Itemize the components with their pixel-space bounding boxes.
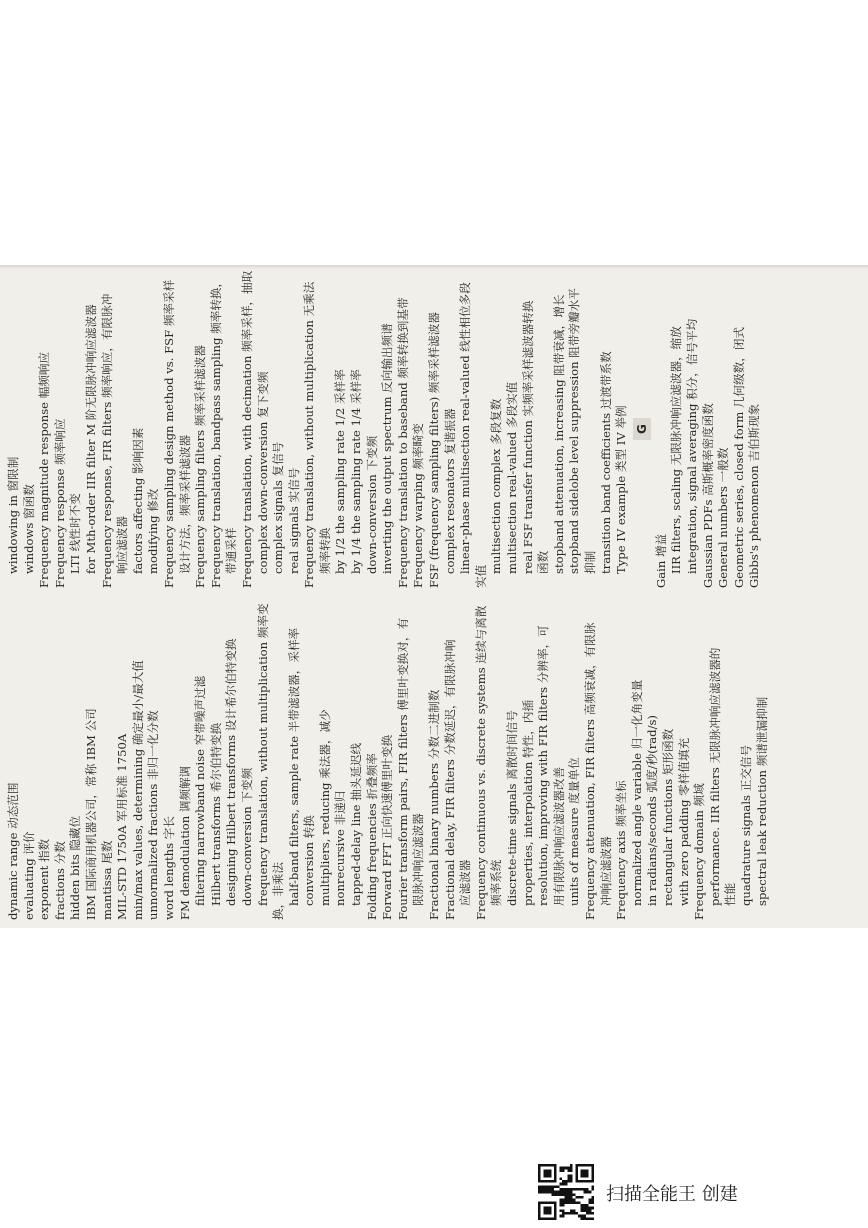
index-entry: 抑制 (582, 550, 597, 574)
index-entry: multisection complex 多段复数 (489, 398, 504, 574)
index-entry: fractions 分数 (52, 841, 67, 920)
index-entry: Frequency translation, bandpass sampling 频率转换， (208, 275, 223, 588)
index-entry: complex resonators 复谐振器 (442, 408, 457, 574)
index-entry: performance. IIR filters 无限脉冲响应滤波器的 (707, 647, 722, 906)
index-entry: complex signals 复信号 (271, 441, 286, 574)
index-entry: 换，非乘法 (271, 862, 286, 920)
index-entry: Frequency sampling filters 频率采样滤波器 (193, 345, 208, 588)
index-entry: hidden bits 隐藏位 (68, 815, 83, 920)
index-entry: down-conversion 下变频 (364, 435, 379, 574)
index-entry: MIL-STD 1750A 军用标准 1750A (115, 733, 130, 920)
index-entry: complex down-conversion 复下变频 (255, 371, 270, 574)
section-heading (630, 270, 654, 588)
index-entry: normalized angle variable 归一化角变量 (629, 679, 644, 906)
index-entry: spectral leak reduction 频谱泄漏抑制 (754, 696, 769, 906)
index-entry: down-conversion 下变频 (239, 767, 254, 906)
index-entry: Frequency translation, with decimation 频率采样，抽取 (239, 270, 254, 588)
index-entry: FM demodulation 调频解调 (177, 765, 192, 920)
index-entry: multipliers, reducing 乘法器，减少 (317, 709, 332, 906)
index-entry: dynamic range 动态范围 (6, 782, 20, 920)
qr-code-icon (538, 1164, 594, 1220)
index-entry: Forward FFT 正向快速傅里叶变换 (380, 734, 395, 920)
index-entry: 限脉冲响应滤波器 (411, 813, 426, 906)
index-entry: linear-phase multisection real-valued 线性相位多段 (458, 282, 473, 574)
rotated-page-content (0, 265, 868, 928)
index-entry: units of measure 度量单位 (567, 757, 582, 906)
index-entry: real FSF transfer function 实频率采样滤波器转换 (520, 300, 535, 574)
index-entry: IIR filters, scaling 无限脉冲响应滤波器，缩放 (669, 326, 684, 574)
index-entry: Frequency domain 频域 (692, 783, 707, 920)
index-entry: quadrature signals 正交信号 (738, 744, 753, 906)
index-entry: in radians/seconds 弧度/秒(rad/s) (645, 715, 660, 906)
index-entry: exponent 指数 (37, 838, 52, 920)
index-entry: inverting the output spectrum 反向输出频谱 (380, 323, 395, 574)
index-entry: frequency translation, without multiplication 频率变 (255, 603, 270, 906)
index-entry: 用有限脉冲响应滤波器改善 (551, 766, 566, 906)
index-entry: designing Hilbert transforms 设计希尔伯特变换 (224, 638, 239, 906)
index-entry: Frequency sampling design method vs. FSF 频率采样 (161, 279, 176, 588)
index-entry: min/max values, determining 确定最小/最大值 (130, 660, 145, 920)
index-entry: 函数 (536, 550, 551, 574)
index-entry: General numbers 一般数 (716, 447, 731, 588)
index-entry: word lengths 字长 (161, 816, 176, 920)
index-entry: Fractional delay, FIR filters 分数延迟，有限脉冲响 (442, 639, 457, 920)
index-entry: modifying 修改 (146, 488, 161, 574)
index-entry: 响应滤波器 (115, 516, 130, 574)
index-entry: stopband attenuation, increasing 阻带衰减，增长 (551, 294, 566, 574)
index-entry: FSF (frequency sampling filters) 频率采样滤波器 (427, 312, 442, 588)
index-entry: filtering narrowband noise 窄带噪声过滤 (193, 675, 208, 906)
index-entry: IBM 国际商用机器公司，常称 IBM 公司 (83, 708, 98, 920)
index-entry: real signals 实信号 (286, 467, 301, 574)
watermark-text: 扫描全能王 创建 (606, 1184, 738, 1205)
index-entry: Geometric series, closed form 几何级数，闭式 (731, 326, 746, 588)
index-entry: evaluating 评价 (21, 831, 36, 920)
index-entry: Type IV example 类型 IV 举例 (614, 405, 629, 574)
index-column-left (6, 600, 770, 920)
scanned-index-page (0, 265, 868, 928)
scanner-watermark (538, 1159, 838, 1223)
index-column-right (6, 270, 763, 588)
index-entry: Frequency attenuation, FIR filters 高频衰减，有限脉 (582, 622, 597, 920)
section-letter: G (633, 418, 651, 440)
index-entry: Hilbert transforms 希尔伯特变换 (208, 722, 223, 906)
index-entry: Gaussian PDFs 高斯概率密度函数 (700, 403, 715, 588)
index-entry: Fractional binary numbers 分数二进制数 (427, 689, 442, 920)
index-entry: multisection real-valued 多段实值 (505, 381, 519, 574)
index-entry: 频率转换 (317, 527, 332, 574)
index-entry: transition band coefficients 过渡带系数 (598, 351, 613, 574)
index-entry: stopband sidelobe level suppression 阻带旁瓣水平 (567, 288, 582, 574)
index-entry: unnormalized fractions 非归一化分数 (146, 710, 161, 920)
index-entry: windowing in 窗限制 (6, 456, 20, 574)
index-entry: Folding frequencies 折叠频率 (364, 753, 379, 920)
index-entry: for Mth-order IIR filter M 阶无限脉冲响应滤波器 (83, 304, 98, 574)
index-entry: 冲响应滤波器 (598, 836, 613, 906)
index-entry: Frequency response, FIR filters 频率响应，有限脉冲 (99, 293, 114, 588)
index-entry: discrete-time signals 离散时间信号 (505, 710, 519, 906)
index-entry: 应滤波器 (458, 859, 473, 906)
index-entry: factors affecting 影响因素 (130, 427, 145, 574)
index-entry: mantissa 尾数 (99, 840, 114, 920)
index-entry: 带通采样 (224, 527, 239, 574)
index-entry: 频率系统 (489, 859, 504, 906)
index-entry: windows 窗函数 (21, 484, 36, 574)
index-entry: tapped-delay line 抽头延迟线 (349, 742, 364, 906)
index-entry: integration, signal averaging 积分，信号平均 (684, 318, 699, 574)
index-entry: conversion 转换 (302, 815, 317, 906)
index-entry: Frequency translation to baseband 频率转换到基带 (395, 297, 410, 588)
index-entry: Frequency response 频率响应 (52, 418, 67, 588)
index-entry: Frequency translation, without multiplication 无乘法 (302, 281, 317, 588)
index-entry: half-band filters, sample rate 半带滤波器，采样率 (286, 627, 301, 906)
index-entry: Fourier transform pairs, FIR filters 傅里叶变换对，有 (395, 617, 410, 920)
index-entry: Frequency axis 频率坐标 (614, 780, 629, 920)
index-entry: Gain 增益 (653, 533, 668, 588)
index-entry: Frequency continuous vs. discrete systems 连续与离散 (473, 605, 488, 920)
index-entry: by 1/2 the sampling rate 1/2 采样率 (333, 369, 348, 574)
index-entry: Frequency magnitude response 幅频响应 (37, 351, 52, 588)
index-entry: properties, interpolation 特性，内插 (520, 699, 535, 906)
index-entry: Frequency warping 频率畸变 (411, 423, 426, 588)
index-entry: rectangular functions 矩形函数 (660, 728, 675, 906)
index-entry: LTI 线性时不变 (68, 493, 83, 574)
index-entry: with zero padding 零样值填充 (676, 737, 691, 906)
index-entry: by 1/4 the sampling rate 1/4 采样率 (349, 369, 364, 574)
index-entry: 设计方法，频率采样滤波器 (177, 434, 192, 574)
index-entry: nonrecursive 非递归 (333, 790, 348, 906)
index-entry: 性能 (723, 882, 738, 906)
index-entry: Gibbs's phenomenon 吉伯斯现象 (747, 403, 762, 588)
index-entry: 实值 (473, 564, 488, 588)
index-entry: resolution, improving with FIR filters 分辨率，可 (536, 625, 551, 906)
